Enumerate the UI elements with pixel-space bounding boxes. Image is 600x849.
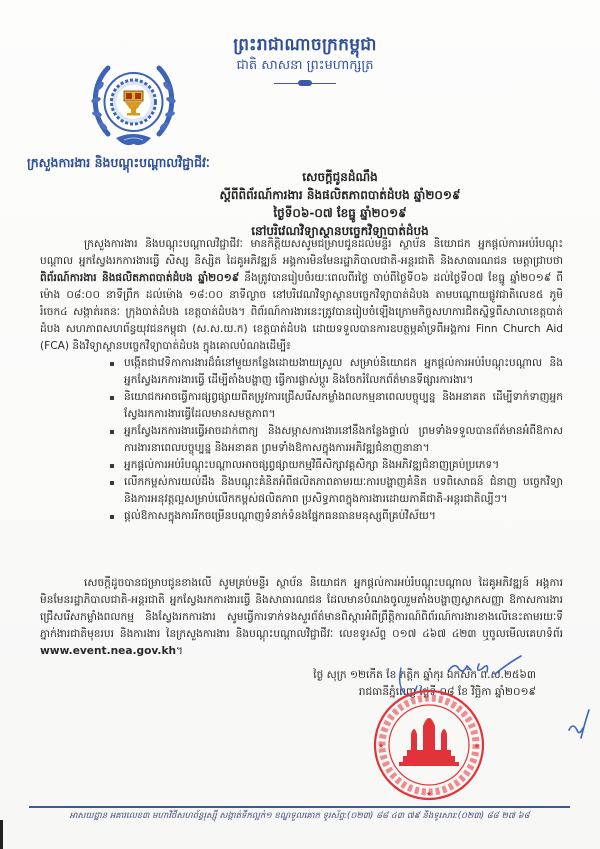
ornament-divider-icon — [274, 80, 336, 86]
handwritten-initial-icon — [565, 708, 591, 742]
lunar-date: ថ្ងៃ សុក្រ ១២កើត ខែ កត្តិក ឆ្នាំកុរ ឯកស័ក ព.ស.២៥៦៣ — [313, 669, 536, 681]
objective-item: និយោជកអាចធ្វើការផ្សព្វផ្សាយពីតម្រូវការជ្រើសរើសកម្លាំងពលកម្មនាពេលបច្ចុប្បន្ន និងអនាគត ដើម្បីទាក់ទាញអ្នកស្វែងរកការងារធ្វើដែលមានសមត្ថភាព។ — [124, 389, 563, 423]
notice-title: សេចក្តីជូនដំណឹង — [302, 170, 378, 184]
closing-paragraph — [40, 575, 563, 660]
solar-date: រាជធានីភ្នំពេញ ថ្ងៃទី ០៨ ខែ វិច្ឆិកា ឆ្នាំ២០១៩ — [358, 686, 536, 698]
notice-venue: នៅបរិវេណវិទ្យាស្ថានបច្ចេកវិទ្យាបាត់ដំបង — [251, 224, 429, 238]
intro-text-2: នឹងត្រូវបានរៀបចំរយៈពេលពីរថ្ងៃ ចាប់ពីថ្ងៃទី០៦ ដល់ថ្ងៃទី០៧ ខែធ្នូ ឆ្នាំ២០១៩ ពីម៉ោង ០៨:០០ នាទីព្រឹក ដល់ម៉ោង ១៨:០០ នាទីល្ងាច នៅបរិវេណវិទ្យាស្ថានបច្ចេកវិទ្យាបាត់ដំបង តាមបណ្តោយផ្លូវជាតិលេខ៥ ភូមិរំចេក៤ សង្កាត់រតនៈ ក្រុងបាត់ដំបង ខេត្តបាត់ដំបង។ ពិព័រណ៍ការងារនេះត្រូវបានរៀបចំឡើងក្រោមកិច្ចសហការជិតស្និទ្ធពីសាលាខេត្តបាត់ដំបង សហភាពសហព័ន្ធយុវជនកម្ពុជា (ស.ស.យ.ក) ខេត្តបាត់ដំបង ដោយទទួលបានការឧបត្ថម្ភគាំទ្រពីអង្គការ Finn Church Aid (FCA) និងវិទ្យាស្ថានបច្ចេកវិទ្យាបាត់ដំបង ក្នុងគោលបំណងដើម្បី៖ — [40, 272, 563, 352]
objective-item: បង្កើតជាវេទិកាការងារដ៏ធំនៅមួយកន្លែងដោយងាយស្រួល សម្រាប់និយោជក អ្នកផ្តល់ការអប់រំបណ្តុះបណ្តាល និងអ្នកស្វែងរកការងារធ្វើ ដើម្បីតាំងបង្ហាញ ធ្វើការផ្លាស់ប្តូរ និងចែករំលែកព័ត៌មានទីផ្សារការងារ។ — [124, 355, 563, 389]
kingdom-name: ព្រះរាជាណាចក្រកម្ពុជា — [233, 35, 377, 55]
official-seal-icon — [367, 688, 492, 803]
kingdom-header — [205, 34, 405, 86]
intro-paragraph — [40, 236, 563, 355]
notice-subject: ស្តីពីពិព័រណ៍ការងារ និងផលិតភាពបាត់ដំបង ឆ្នាំ២០១៩ — [219, 188, 461, 202]
notice-title-block — [160, 168, 520, 240]
closing-end-mark: ។ — [176, 645, 184, 657]
scan-edge-artifact — [0, 820, 3, 849]
objective-item: ផ្តល់ឱកាសក្នុងការរីកចម្រើនបណ្តាញទំនាក់ទំនងផ្នែកធនធានមនុស្សពីគ្រប់វិស័យ។ — [124, 508, 563, 525]
footer-divider — [29, 806, 570, 808]
svg-text:★: ★ — [377, 742, 385, 750]
notice-date: ថ្ងៃទី០៦-០៧ ខែធ្នូ ឆ្នាំ២០១៩ — [273, 206, 407, 220]
handwritten-signature-icon — [445, 654, 525, 678]
event-name-bold: ពិព័រណ៍ការងារ និងផលិតភាពបាត់ដំបង ឆ្នាំ២០១៩ — [40, 272, 240, 284]
objective-item: អ្នកផ្តល់ការអប់រំបណ្តុះបណ្តាលអាចផ្សព្វផ្សាយកម្មវិធីសិក្សាវគ្គសិក្សា និងអភិវឌ្ឍជំនាញគ្រប់ប្រភេទ។ — [124, 457, 563, 474]
website-link[interactable]: www.event.nea.gov.kh — [40, 645, 177, 657]
ministry-emblem-icon — [86, 56, 181, 154]
national-motto: ជាតិ សាសនា ព្រះមហាក្សត្រ — [236, 58, 374, 73]
objective-item: អ្នកស្វែងរកការងារធ្វើអាចដាក់ពាក្យ និងសម្ភាសការងារនៅនឹងកន្លែងផ្ទាល់ ព្រមទាំងទទួលបានព័ត៌មានអំពីឱកាសការងារនាពេលបច្ចុប្បន្ន និងអនាគត ព្រមទាំងឱកាសក្នុងការអភិវឌ្ឍជំនាញនានា។ — [124, 423, 563, 457]
ministry-name: ក្រសួងការងារ និងបណ្តុះបណ្តាលវិជ្ជាជីវៈ — [27, 155, 210, 170]
svg-text:★: ★ — [473, 742, 481, 750]
intro-text-1: ក្រសួងការងារ និងបណ្តុះបណ្តាលវិជ្ជាជីវៈ មានកិត្តិយសសូមជម្រាបជូនដល់មន្ទីរ ស្ថាប័ន និយោជក អ្នកផ្តល់ការអប់រំបណ្តុះបណ្តាល អ្នកស្វែងរកការងារធ្វើ សិស្ស និស្សិត ដៃគូអភិវឌ្ឍន៍ អង្គការមិនមែនរដ្ឋាភិបាលជាតិ-អន្តរជាតិ និងសាធារណជន មេត្តាជ្រាបថា — [40, 238, 563, 267]
notice-body — [40, 236, 563, 525]
closing-text: សេចក្តីដូចបានជម្រាបជូនខាងលើ សូមគ្រប់មន្ទីរ ស្ថាប័ន និយោជក អ្នកផ្តល់ការអប់រំបណ្តុះបណ្តាល ដៃគូអភិវឌ្ឍន៍ អង្គការមិនមែនរដ្ឋាភិបាលជាតិ-អន្តរជាតិ អ្នកស្វែងរកការងារធ្វើ និងសាធារណជន ដែលមានបំណងចូលរួមតាំងបង្ហាញស្លាកសញ្ញា ឱកាសការងារ ជ្រើសរើសកម្លាំងពលកម្ម និងស្វែងរកការងារ សូមធ្វើការទាក់ទងសួរព័ត៌មានពិស្តារអំពីព្រឹត្តិការណ៍ពិព័រណ៍ការងារខាងលើនេះតាមរយៈទីភ្នាក់ងារជាតិមុខរបរ និងការងារ នៃក្រសួងការងារ និងបណ្តុះបណ្តាលវិជ្ជាជីវៈ លេខទូរស័ព្ទ ០១៧ ៤៦៧ ៤២៣ ឬចូលមើលគេហទំព័រ — [40, 577, 563, 640]
svg-text:★: ★ — [425, 790, 433, 798]
objective-item: លើកកម្ពស់ការយល់ដឹង និងបណ្តុះគំនិតអំពីផលិតភាពតាមរយៈការបង្ហាញគំនិត បទពិសោធន៍ ជំនាញ បច្ចេកវិទ្យា និងការអនុវត្តល្អសម្រាប់លើកកម្ពស់ផលិតភាព ប្រសិទ្ធភាពក្នុងការងារដោយភាគីជាតិ-អន្តរជាតិល្បីៗ។ — [124, 474, 563, 508]
footer-address: អាសយដ្ឋាន អគារលេខ៣ មហាវិថីសហព័ន្ធរុស្ស៊ី សង្កាត់ទឹកល្អក់១ ខណ្ឌទួលគោក ទូរស័ព្ទ:(០២៣) ៨៨ ៤៣ ៧៩ និងទូរសារ:(០២៣) ៨៨ ២៧ ៦៨ — [69, 811, 530, 821]
objectives-list — [124, 355, 563, 525]
